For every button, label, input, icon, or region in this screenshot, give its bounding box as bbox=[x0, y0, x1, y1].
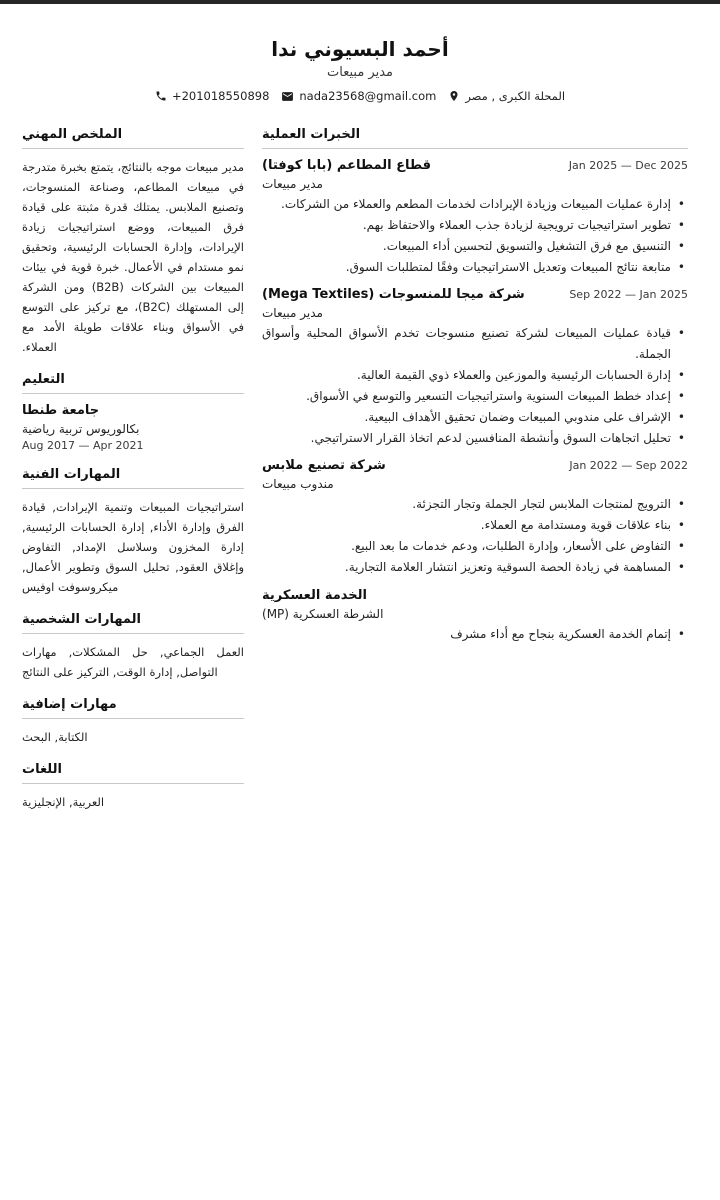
entry-dates: Jan 2022 — Sep 2022 bbox=[569, 459, 688, 472]
summary-text: مدير مبيعات موجه بالنتائج، يتمتع بخبرة متدرجة في مبيعات المطاعم، وصناعة المنسوجات، وتصنيع الملابس. يمتلك قدرة مثبتة على قيادة فرق المبيعات، ووضع استراتيجيات زيادة الإيرادات، وإدارة الحسابات الرئيسية، وتحقيق نمو مستدام في الأعمال. خبرة قوية في بيئات المبيعات بين الشركات (B2B) ومن الشركة إلى المستهلك (B2C)، مع تركيز على التوسع في الأسواق وبناء علاقات طويلة الأمد مع العملاء. bbox=[22, 160, 244, 354]
contact-email-value: nada23568@gmail.com bbox=[299, 89, 437, 103]
bullet-item: • المساهمة في زيادة الحصة السوقية وتعزيز انتشار العلامة التجارية. bbox=[262, 557, 688, 578]
soft-skills-section bbox=[22, 612, 244, 682]
bullet-item: • متابعة نتائج المبيعات وتعديل الاستراتيجيات وفقًا لمتطلبات السوق. bbox=[262, 257, 688, 278]
military-service-title: الخدمة العسكرية bbox=[262, 588, 367, 603]
soft-skills-text: العمل الجماعي, حل المشكلات, مهارات التواصل, إدارة الوقت, التركيز على النتائج bbox=[22, 645, 244, 679]
candidate-job-title: مدير مبيعات bbox=[327, 65, 393, 80]
languages-text: العربية, الإنجليزية bbox=[22, 795, 105, 809]
bullet-item: • بناء علاقات قوية ومستدامة مع العملاء. bbox=[262, 515, 688, 536]
bullet-item: • الإشراف على مندوبي المبيعات وضمان تحقيق الأهداف البيعية. bbox=[262, 407, 688, 428]
contact-location-value: المحلة الكبرى , مصر bbox=[465, 89, 566, 103]
soft-skills-heading: المهارات الشخصية bbox=[22, 612, 244, 634]
resume-body bbox=[0, 103, 720, 827]
contact-phone-value: +201018550898 bbox=[171, 89, 270, 103]
bullet-item: • التفاوض على الأسعار، وإدارة الطلبات، ودعم خدمات ما بعد البيع. bbox=[262, 536, 688, 557]
education-degree: بكالوريوس تربية رياضية bbox=[22, 422, 140, 436]
phone-icon bbox=[155, 90, 167, 102]
technical-skills-section bbox=[22, 467, 244, 597]
military-bullets bbox=[262, 624, 688, 645]
bullet-item: • التنسيق مع فرق التشغيل والتسويق لتحسين أداء المبيعات. bbox=[262, 236, 688, 257]
email-icon bbox=[281, 90, 294, 103]
experience-entry bbox=[262, 158, 688, 278]
entry-role: مدير مبيعات bbox=[262, 177, 323, 191]
entry-role: مندوب مبيعات bbox=[262, 477, 334, 491]
sidebar bbox=[22, 127, 244, 827]
entry-title: قطاع المطاعم (بابا كوفتا) bbox=[262, 158, 432, 173]
education-dates: Aug 2017 — Apr 2021 bbox=[22, 439, 144, 452]
entry-head bbox=[262, 287, 688, 302]
bullet-item: • قيادة عمليات المبيعات لشركة تصنيع منسوجات تخدم الأسواق المحلية وأسواق الجملة. bbox=[262, 323, 688, 365]
contact-row bbox=[0, 89, 720, 103]
bullet-item: • إعداد خطط المبيعات السنوية واستراتيجيات التسعير والتوسع في الأسواق. bbox=[262, 386, 688, 407]
bullet-item: • الترويج لمنتجات الملابس لتجار الجملة وتجار التجزئة. bbox=[262, 494, 688, 515]
contact-phone bbox=[155, 89, 269, 103]
additional-skills-heading: مهارات إضافية bbox=[22, 697, 244, 719]
location-pin-icon bbox=[448, 90, 460, 102]
summary-heading: الملخص المهني bbox=[22, 127, 244, 149]
experience-heading: الخبرات العملية bbox=[262, 127, 688, 149]
bullet-item: • إدارة الحسابات الرئيسية والموزعين والعملاء ذوي القيمة العالية. bbox=[262, 365, 688, 386]
entry-head bbox=[262, 158, 688, 173]
bullet-item: • تطوير استراتيجيات ترويجية لزيادة جذب العملاء والاحتفاظ بهم. bbox=[262, 215, 688, 236]
entry-role: مدير مبيعات bbox=[262, 306, 323, 320]
additional-skills-text: الكتابة, البحث bbox=[22, 730, 88, 744]
entry-dates: Sep 2022 — Jan 2025 bbox=[569, 288, 688, 301]
entry-title: شركة تصنيع ملابس bbox=[262, 458, 386, 473]
entry-bullets bbox=[262, 323, 688, 449]
education-heading: التعليم bbox=[22, 372, 244, 394]
summary-section bbox=[22, 127, 244, 357]
contact-location bbox=[448, 89, 565, 103]
bullet-item: • إدارة عمليات المبيعات وزيادة الإيرادات لخدمات المطعم والعملاء من الشركات. bbox=[262, 194, 688, 215]
additional-skills-section bbox=[22, 697, 244, 747]
experience-entry bbox=[262, 458, 688, 578]
experience-entry bbox=[262, 287, 688, 449]
entry-dates: Jan 2025 — Dec 2025 bbox=[568, 159, 688, 172]
entry-title: شركة ميجا للمنسوجات (Mega Textiles) bbox=[262, 287, 525, 302]
education-school: جامعة طنطا bbox=[22, 403, 100, 418]
contact-email bbox=[281, 89, 436, 103]
bullet-item: • تحليل اتجاهات السوق وأنشطة المنافسين لدعم اتخاذ القرار الاستراتيجي. bbox=[262, 428, 688, 449]
experience-section bbox=[262, 127, 688, 645]
technical-skills-heading: المهارات الفنية bbox=[22, 467, 244, 489]
candidate-name: أحمد البسيوني ندا bbox=[271, 37, 449, 61]
languages-heading: اللغات bbox=[22, 762, 244, 784]
military-service-entry bbox=[262, 588, 688, 645]
bullet-item: • إتمام الخدمة العسكرية بنجاح مع أداء مشرف bbox=[262, 624, 688, 645]
entry-bullets bbox=[262, 194, 688, 278]
resume-header bbox=[0, 4, 720, 103]
military-service-org: الشرطة العسكرية (MP) bbox=[262, 607, 384, 621]
entry-bullets bbox=[262, 494, 688, 578]
technical-skills-text: استراتيجيات المبيعات وتنمية الإيرادات, قيادة الفرق وإدارة الأداء, إدارة الحسابات الرئيسية, إدارة المخزون وسلاسل الإمداد, التفاوض وإغلاق العقود, تحليل السوق وتطوير الأعمال, ميكروسوفت اوفيس bbox=[22, 500, 244, 594]
education-section bbox=[22, 372, 244, 452]
entry-head bbox=[262, 458, 688, 473]
languages-section bbox=[22, 762, 244, 812]
